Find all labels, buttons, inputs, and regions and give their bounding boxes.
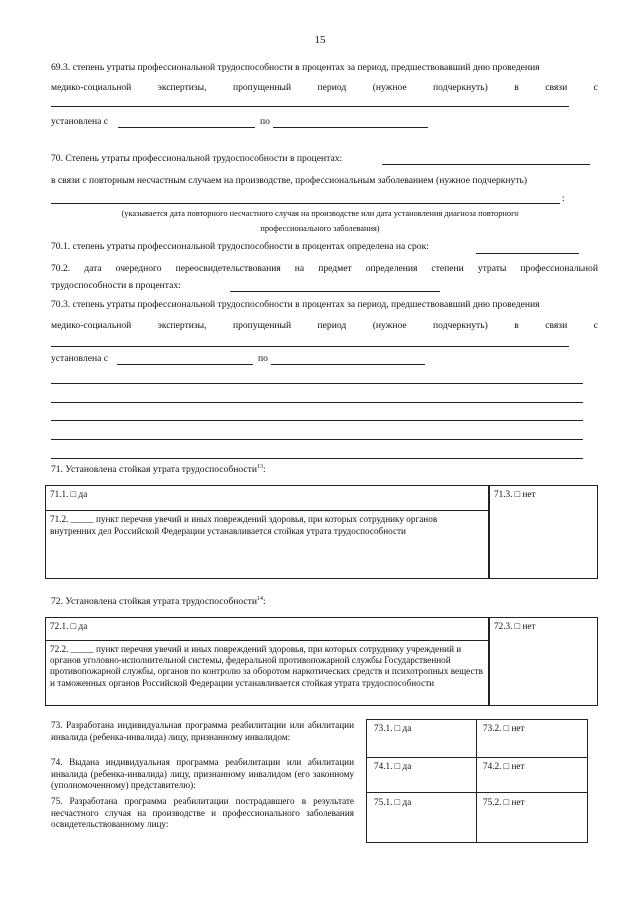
section-70-3-line1: 70.3. степень утраты профессиональной трудоспособности в процентах за период, предшествовавший дню проведения (51, 299, 540, 310)
to-date-field[interactable] (273, 127, 428, 128)
fill-line[interactable] (51, 346, 569, 347)
to-label: по (258, 353, 268, 364)
word: экспертизы, (157, 320, 207, 331)
answers-table (366, 719, 588, 843)
word: связи (545, 82, 568, 93)
option-71-1-yes[interactable]: 71.1. □ да (45, 485, 489, 511)
section-70-1: 70.1. степень утраты профессиональной трудоспособности в процентах определена на срок: (51, 241, 429, 252)
section-70-line2: в связи с повторным несчастным случаем на производстве, профессиональным заболеванием (нужное подчеркнуть) (51, 175, 528, 186)
option-74-1-yes[interactable]: 74.1. □ да (374, 761, 412, 771)
word: с (593, 320, 598, 331)
word: экспертизы, (157, 82, 207, 93)
word: подчеркнуть) (433, 320, 488, 331)
colon: : (562, 193, 565, 204)
word: в (514, 82, 519, 93)
word: с (593, 82, 598, 93)
section-70-2-line2: трудоспособности в процентах: (51, 280, 181, 291)
option-72-1-yes[interactable]: 72.1. □ да (45, 617, 489, 641)
divider (366, 792, 588, 793)
word: период (317, 82, 347, 93)
to-date-field[interactable] (271, 364, 425, 365)
question-75: 75. Разработана программа реабилитации пострадавшего в результате несчастного случая на производстве и профессионального заболевания освидетельствованному лицу: (51, 796, 354, 829)
from-label: установлена с (51, 116, 109, 127)
word: в (514, 320, 519, 331)
word: медико-социальной (51, 82, 132, 93)
section-70-line1: 70. Степень утраты профессиональной трудоспособности в процентах: (51, 153, 343, 164)
to-label: по (260, 116, 270, 127)
option-72-3-no[interactable]: 72.3. □ нет (489, 617, 598, 706)
section-70-note1: (указывается дата повторного несчастного случая на производстве или дата установления диагноза повторного (121, 209, 519, 218)
section-71-title: 71. Установлена стойкая утрата трудоспособности$^{13}$: (51, 463, 266, 475)
question-73: 73. Разработана индивидуальная программа реабилитации или абилитации инвалида (ребенка-инвалида) лицу, признанному инвалидом: (51, 720, 354, 742)
fill-line[interactable] (51, 458, 583, 459)
word: подчеркнуть) (433, 82, 488, 93)
word: пропущенный (232, 320, 292, 331)
word: медико-социальной (51, 320, 132, 331)
fill-line[interactable] (51, 439, 583, 440)
divider (366, 757, 588, 758)
fill-line[interactable] (51, 402, 583, 403)
word: пропущенный (232, 82, 292, 93)
section-70-note2: профессионального заболевания) (260, 224, 380, 233)
section-72-title: 72. Установлена стойкая утрата трудоспособности$^{14}$: (51, 595, 266, 607)
option-74-2-no[interactable]: 74.2. □ нет (483, 761, 525, 771)
item-71-2: 71.2. _____ пункт перечня увечий и иных повреждений здоровья, при которых сотруднику органов внутренних дел Российской Федерации устанавливается стойкая утрата трудоспособности (45, 510, 489, 579)
option-71-3-no[interactable]: 71.3. □ нет (489, 485, 598, 579)
term-field[interactable] (476, 253, 579, 254)
word: период (317, 320, 347, 331)
section-69-3-line2 (51, 82, 598, 94)
fill-line[interactable] (51, 106, 569, 107)
option-75-1-yes[interactable]: 75.1. □ да (374, 797, 412, 807)
option-75-2-no[interactable]: 75.2. □ нет (483, 797, 525, 807)
from-date-field[interactable] (118, 127, 255, 128)
percent-field[interactable] (382, 164, 590, 165)
from-date-field[interactable] (117, 364, 253, 365)
option-73-1-yes[interactable]: 73.1. □ да (374, 723, 412, 733)
word: (нужное (372, 320, 407, 331)
from-label: установлена с (51, 353, 109, 364)
fill-line[interactable] (51, 203, 560, 204)
fill-line[interactable] (51, 383, 583, 384)
question-74: 74. Выдана индивидуальная программа реабилитации или абилитации инвалида (ребенка-инвалида) лицу, признанному инвалидом (его законному (уполномоченному) представителю): (51, 757, 354, 790)
section-70-3-line2 (51, 320, 598, 332)
word: связи (545, 320, 568, 331)
item-72-2: 72.2. _____ пункт перечня увечий и иных повреждений здоровья, при которых сотруднику учреждений и органов уголовно-исполнительной системы, федеральной противопожарной службы Государственной противопожарной службы, органов по контролю за оборотом наркотических средств и психотропных веществ и таможенных органов Российской Федерации устанавливается стойкая утрата трудоспособности (45, 640, 489, 706)
section-70-2-line1: 70.2. дата очередного переосвидетельствования на предмет определения степени утраты профессиональной (51, 263, 598, 274)
date-field[interactable] (230, 291, 440, 292)
fill-line[interactable] (51, 420, 583, 421)
section-69-3-line1: 69.3. степень утраты профессиональной трудоспособности в процентах за период, предшествовавший дню проведения (51, 62, 540, 73)
divider (476, 719, 477, 843)
option-73-2-no[interactable]: 73.2. □ нет (483, 723, 525, 733)
page-number: 15 (314, 34, 326, 46)
word: (нужное (372, 82, 407, 93)
